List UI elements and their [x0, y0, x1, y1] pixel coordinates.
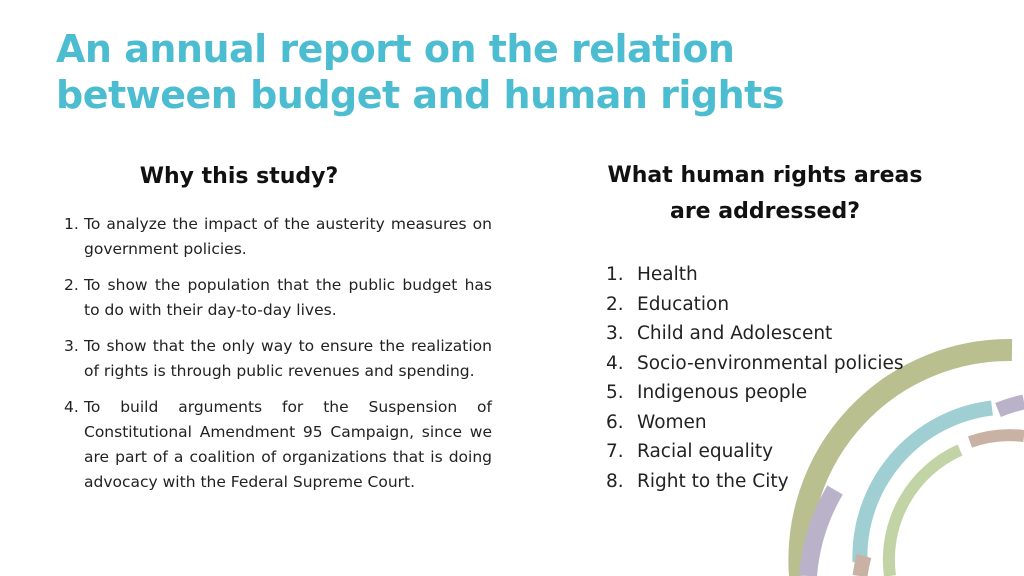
- slide-title: [56, 26, 956, 118]
- list-item-number: 3.: [606, 323, 624, 344]
- list-item-text: Health: [637, 264, 698, 285]
- why-study-list: [64, 212, 492, 506]
- arc-lavender-small: [998, 402, 1024, 410]
- list-item-text: Racial equality: [637, 441, 774, 462]
- list-item-text: Child and Adolescent: [637, 323, 833, 344]
- list-item-text: Socio-environmental policies: [637, 352, 904, 374]
- list-item-number: 3.: [64, 337, 79, 355]
- list-item-number: 6.: [606, 411, 624, 433]
- list-item-text: To show that the only way to ensure the realization of rights is through public revenues and spending.: [84, 337, 492, 380]
- list-item-number: 4.: [606, 352, 624, 374]
- list-item-text: Women: [637, 411, 707, 433]
- list-item-number: 1.: [64, 215, 79, 233]
- list-item: [606, 260, 906, 290]
- slide-title-line-2: between budget and human rights: [56, 73, 784, 117]
- list-item: [606, 378, 906, 408]
- why-study-heading: Why this study?: [139, 164, 339, 189]
- list-item-number: 2.: [606, 293, 624, 315]
- areas-heading-line-2: are addressed?: [669, 199, 860, 224]
- arc-taupe-bottom: [860, 556, 864, 576]
- list-item: [64, 273, 492, 323]
- list-item-number: 5.: [606, 382, 624, 403]
- list-item-number: 4.: [64, 398, 79, 416]
- human-rights-areas-list: [606, 260, 906, 496]
- list-item: [64, 334, 492, 384]
- list-item-number: 8.: [606, 470, 624, 492]
- areas-heading-line-1: What human rights areas: [607, 163, 923, 188]
- list-item-text: To build arguments for the Suspension of Constitutional Amendment 95 Campaign, since we are part of a coalition of organizations that is doing advocacy with the Federal Supreme Court.: [84, 398, 492, 491]
- list-item: [64, 212, 492, 262]
- list-item: [606, 349, 906, 379]
- list-item-text: To analyze the impact of the austerity measures on government policies.: [84, 215, 492, 258]
- list-item-number: 7.: [606, 441, 624, 462]
- list-item-text: Education: [637, 293, 730, 315]
- list-item-text: Right to the City: [637, 470, 789, 492]
- list-item-number: 1.: [606, 264, 624, 285]
- list-item: [64, 395, 492, 495]
- list-item: [606, 437, 906, 467]
- list-item: [606, 319, 906, 349]
- list-item-text: Indigenous people: [637, 382, 808, 403]
- list-item: [606, 408, 906, 438]
- arc-taupe: [970, 435, 1024, 442]
- list-item: [606, 290, 906, 320]
- areas-heading: [580, 158, 950, 230]
- list-item: [606, 467, 906, 497]
- list-item-number: 2.: [64, 276, 79, 294]
- list-item-text: To show the population that the public budget has to do with their day-to-day lives.: [84, 276, 492, 319]
- slide-title-line-1: An annual report on the relation: [56, 27, 735, 71]
